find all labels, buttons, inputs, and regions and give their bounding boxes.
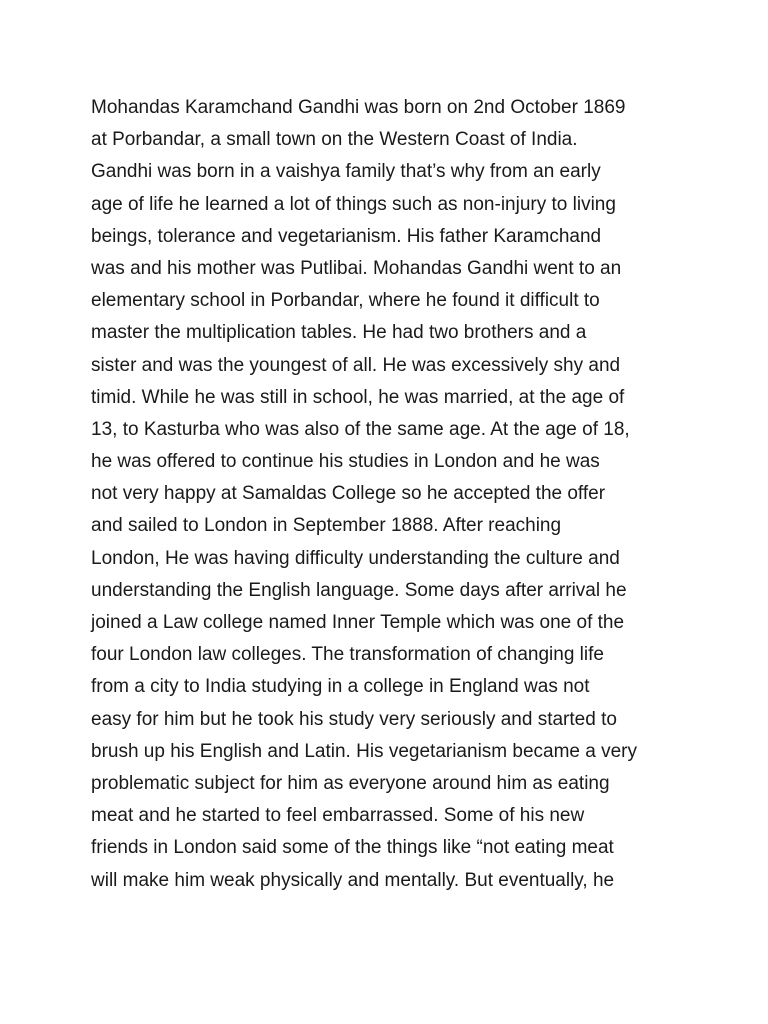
text-line: 13, to Kasturba who was also of the same age. At the age of 18, bbox=[91, 418, 630, 440]
body-text bbox=[91, 92, 691, 897]
text-line: from a city to India studying in a college in England was not bbox=[91, 676, 590, 698]
text-line: beings, tolerance and vegetarianism. His father Karamchand bbox=[91, 225, 602, 247]
text-line: friends in London said some of the things like “not eating meat bbox=[91, 837, 614, 859]
text-line: master the multiplication tables. He had two brothers and a bbox=[91, 322, 587, 344]
text-line: was and his mother was Putlibai. Mohandas Gandhi went to an bbox=[91, 257, 622, 279]
text-line: four London law colleges. The transformation of changing life bbox=[91, 644, 604, 666]
text-line: elementary school in Porbandar, where he found it difficult to bbox=[91, 290, 600, 312]
text-line: Mohandas Karamchand Gandhi was born on 2nd October 1869 bbox=[91, 97, 626, 118]
text-line: will make him weak physically and mentally. But eventually, he bbox=[91, 869, 615, 891]
text-line: understanding the English language. Some days after arrival he bbox=[91, 579, 627, 601]
text-line: timid. While he was still in school, he was married, at the age of bbox=[91, 386, 625, 408]
text-line: brush up his English and Latin. His vegetarianism became a very bbox=[91, 740, 638, 762]
text-line: London, He was having difficulty understanding the culture and bbox=[91, 547, 620, 569]
text-line: Gandhi was born in a vaishya family that’s why from an early bbox=[91, 161, 601, 183]
text-line: joined a Law college named Inner Temple which was one of the bbox=[91, 612, 625, 633]
text-line: sister and was the youngest of all. He was excessively shy and bbox=[91, 354, 621, 376]
text-line: age of life he learned a lot of things such as non-injury to living bbox=[91, 193, 616, 215]
text-line: easy for him but he took his study very seriously and started to bbox=[91, 708, 617, 730]
text-line: at Porbandar, a small town on the Western Coast of India. bbox=[91, 129, 578, 151]
text-line: meat and he started to feel embarrassed. Some of his new bbox=[91, 805, 585, 827]
text-line: problematic subject for him as everyone around him as eating bbox=[91, 772, 610, 794]
text-line: not very happy at Samaldas College so he accepted the offer bbox=[91, 483, 606, 505]
text-line: and sailed to London in September 1888. After reaching bbox=[91, 515, 562, 537]
text-line: he was offered to continue his studies in London and he was bbox=[91, 451, 600, 473]
